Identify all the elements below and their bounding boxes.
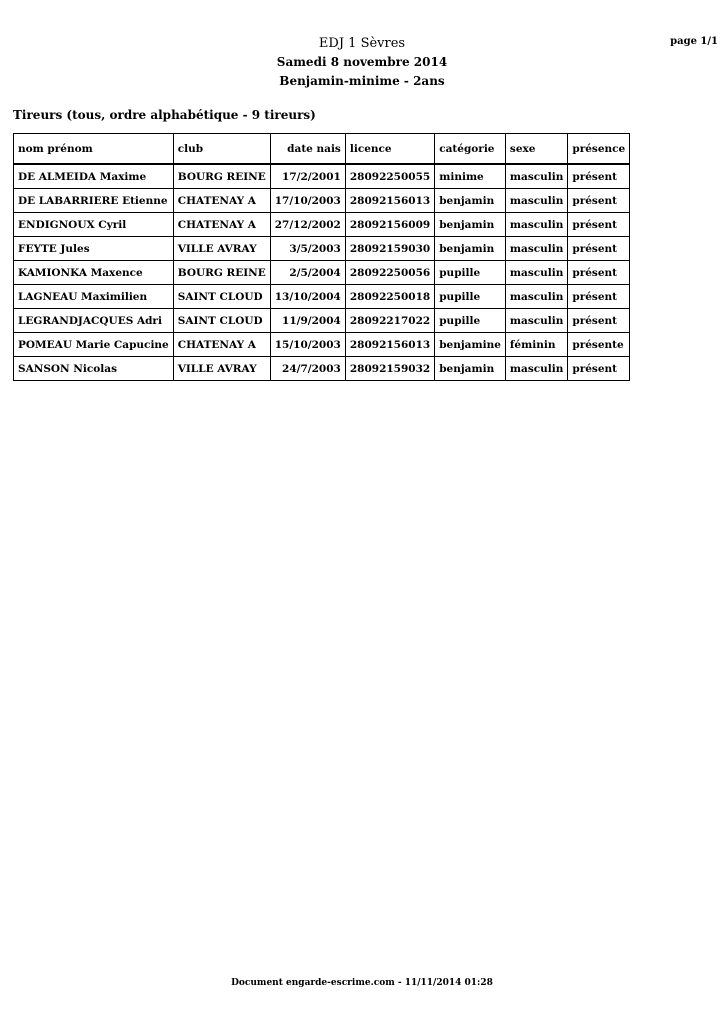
cell-licence: 28092156009 (345, 213, 434, 237)
cell-presence: présent (568, 261, 630, 285)
cell-presence: présente (568, 333, 630, 357)
table-row (14, 189, 630, 213)
cell-name: LEGRANDJACQUES Adri (14, 309, 174, 333)
cell-category: pupille (435, 285, 506, 309)
cell-club: CHATENAY A (173, 189, 270, 213)
section-title: Tireurs (tous, ordre alphabétique - 9 tireurs) (13, 108, 316, 122)
cell-category: benjamine (435, 333, 506, 357)
cell-category: benjamin (435, 237, 506, 261)
table-row (14, 237, 630, 261)
document-footer: Document engarde-escrime.com - 11/11/2014 01:28 (231, 978, 493, 988)
cell-sex: masculin (505, 164, 567, 189)
cell-presence: présent (568, 357, 630, 381)
column-header-category: catégorie (435, 134, 506, 165)
cell-licence: 28092156013 (345, 189, 434, 213)
cell-licence: 28092250056 (345, 261, 434, 285)
table-row (14, 333, 630, 357)
cell-birthdate: 3/5/2003 (270, 237, 345, 261)
table-row (14, 261, 630, 285)
cell-birthdate: 11/9/2004 (270, 309, 345, 333)
cell-name: FEYTE Jules (14, 237, 174, 261)
document-header (0, 34, 724, 91)
cell-club: BOURG REINE (173, 164, 270, 189)
cell-licence: 28092250055 (345, 164, 434, 189)
cell-birthdate: 2/5/2004 (270, 261, 345, 285)
cell-name: KAMIONKA Maxence (14, 261, 174, 285)
cell-presence: présent (568, 309, 630, 333)
cell-licence: 28092217022 (345, 309, 434, 333)
fencers-table (13, 133, 630, 381)
cell-club: CHATENAY A (173, 213, 270, 237)
cell-sex: masculin (505, 261, 567, 285)
table-row (14, 357, 630, 381)
cell-birthdate: 17/10/2003 (270, 189, 345, 213)
page-number: page 1/1 (670, 36, 718, 47)
cell-club: SAINT CLOUD (173, 285, 270, 309)
cell-club: VILLE AVRAY (173, 357, 270, 381)
column-header-club: club (173, 134, 270, 165)
column-header-sex: sexe (505, 134, 567, 165)
cell-name: SANSON Nicolas (14, 357, 174, 381)
cell-name: LAGNEAU Maximilien (14, 285, 174, 309)
competition-category: Benjamin-minime - 2ans (279, 74, 445, 88)
cell-birthdate: 15/10/2003 (270, 333, 345, 357)
cell-category: minime (435, 164, 506, 189)
cell-category: benjamin (435, 357, 506, 381)
cell-sex: masculin (505, 309, 567, 333)
cell-club: SAINT CLOUD (173, 309, 270, 333)
competition-date: Samedi 8 novembre 2014 (276, 55, 448, 69)
cell-presence: présent (568, 213, 630, 237)
cell-presence: présent (568, 285, 630, 309)
table-row (14, 285, 630, 309)
cell-name: ENDIGNOUX Cyril (14, 213, 174, 237)
cell-sex: masculin (505, 213, 567, 237)
cell-sex: masculin (505, 285, 567, 309)
cell-club: CHATENAY A (173, 333, 270, 357)
column-header-presence: présence (568, 134, 630, 165)
cell-birthdate: 17/2/2001 (270, 164, 345, 189)
cell-club: VILLE AVRAY (173, 237, 270, 261)
cell-sex: féminin (505, 333, 567, 357)
cell-birthdate: 27/12/2002 (270, 213, 345, 237)
column-header-name: nom prénom (14, 134, 174, 165)
cell-category: pupille (435, 261, 506, 285)
column-header-licence: licence (345, 134, 434, 165)
cell-presence: présent (568, 189, 630, 213)
cell-presence: présent (568, 164, 630, 189)
table-row (14, 164, 630, 189)
cell-presence: présent (568, 237, 630, 261)
cell-licence: 28092250018 (345, 285, 434, 309)
table-header-row (14, 134, 630, 165)
cell-club: BOURG REINE (173, 261, 270, 285)
cell-birthdate: 24/7/2003 (270, 357, 345, 381)
cell-licence: 28092159032 (345, 357, 434, 381)
table-row (14, 309, 630, 333)
cell-name: DE ALMEIDA Maxime (14, 164, 174, 189)
cell-sex: masculin (505, 189, 567, 213)
column-header-birthdate: date nais (270, 134, 345, 165)
cell-sex: masculin (505, 237, 567, 261)
cell-name: POMEAU Marie Capucine (14, 333, 174, 357)
cell-category: benjamin (435, 213, 506, 237)
cell-sex: masculin (505, 357, 567, 381)
cell-birthdate: 13/10/2004 (270, 285, 345, 309)
cell-category: pupille (435, 309, 506, 333)
cell-licence: 28092159030 (345, 237, 434, 261)
cell-name: DE LABARRIERE Etienne (14, 189, 174, 213)
competition-title: EDJ 1 Sèvres (318, 36, 406, 51)
cell-licence: 28092156013 (345, 333, 434, 357)
table-row (14, 213, 630, 237)
cell-category: benjamin (435, 189, 506, 213)
